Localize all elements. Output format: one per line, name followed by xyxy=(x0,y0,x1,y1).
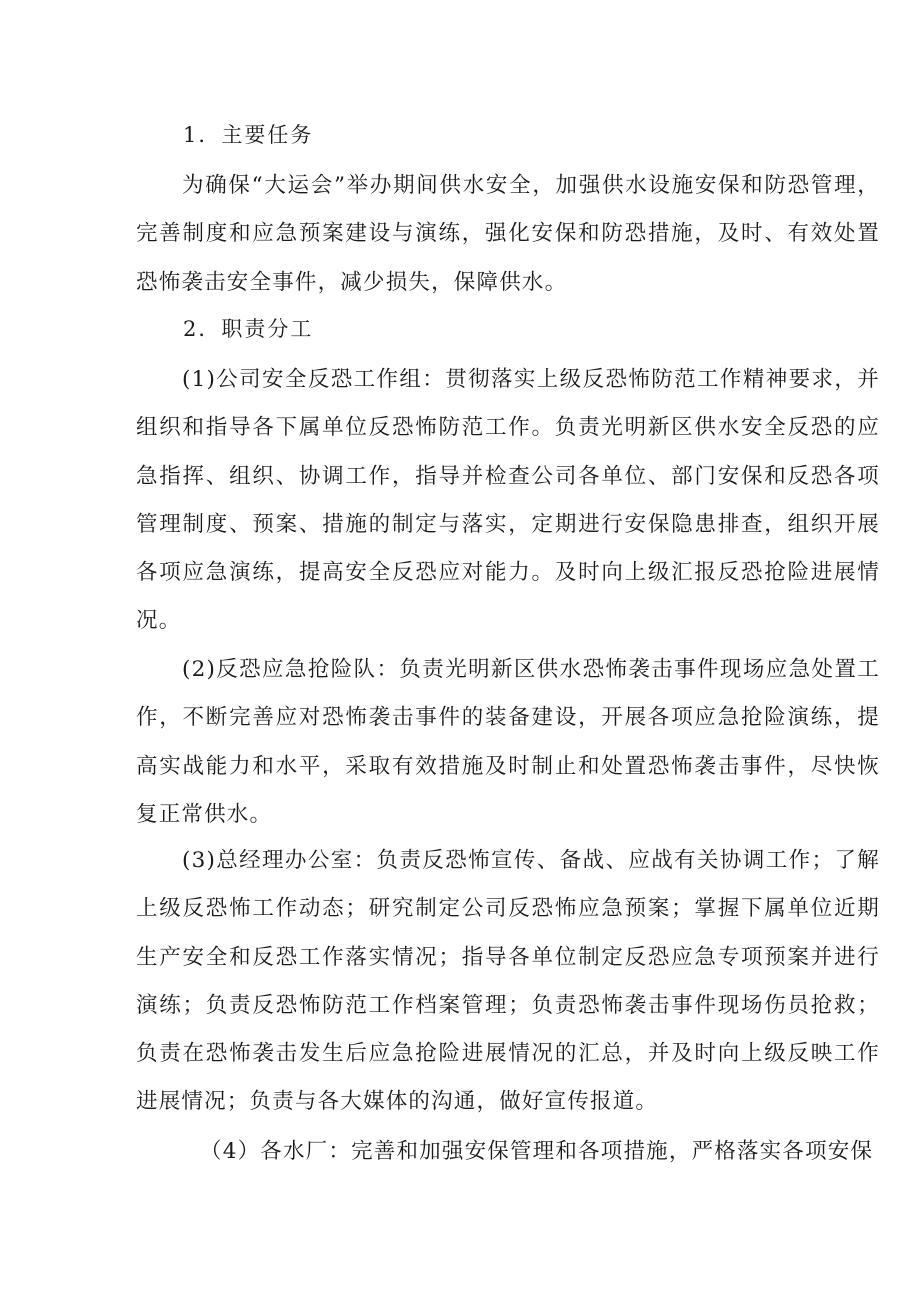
section-1-paragraph: 为确保“大运会”举办期间供水安全，加强供水设施安保和防恐管理，完善制度和应急预案建设与演练，强化安保和防恐措施，及时、有效处置恐怖袭击安全事件，减少损失，保障供水。 xyxy=(136,173,880,295)
section-2-heading: 2．职责分工 xyxy=(183,317,314,341)
duty-item-3: (3)总经理办公室：负责反恐怖宣传、备战、应战有关协调工作；了解上级反恐怖工作动态；研究制定公司反恐怖应急预案；掌握下属单位近期生产安全和反恐工作落实情况；指导各单位制定反恐应急专项预案并进行演练；负责反恐怖防范工作档案管理；负责恐怖袭击事件现场伤员抢救；负责在恐怖袭击发生后应急抢险进展情况的汇总，并及时向上级反映工作进展情况；负责与各大媒体的沟通，做好宣传报道。 xyxy=(136,848,880,1115)
duty-item-2: (2)反恐应急抢险队：负责光明新区供水恐怖袭击事件现场应急处置工作，不断完善应对恐怖袭击事件的装备建设，开展各项应急抢险演练，提高实战能力和水平，采取有效措施及时制止和处置恐怖袭击事件，尽快恢复正常供水。 xyxy=(136,657,880,827)
duty-item-1: (1)公司安全反恐工作组：贯彻落实上级反恐怖防范工作精神要求，并组织和指导各下属单位反恐怖防范工作。负责光明新区供水安全反恐的应急指挥、组织、协调工作，指导并检查公司各单位、部门安保和反恐各项管理制度、预案、措施的制定与落实，定期进行安保隐患排查，组织开展各项应急演练，提高安全反恐应对能力。及时向上级汇报反恐抢险进展情况。 xyxy=(136,367,880,634)
duty-item-4: （4）各水厂：完善和加强安保管理和各项措施，严格落实各项安保 xyxy=(200,1139,874,1164)
section-1-heading: 1．主要任务 xyxy=(183,123,314,147)
